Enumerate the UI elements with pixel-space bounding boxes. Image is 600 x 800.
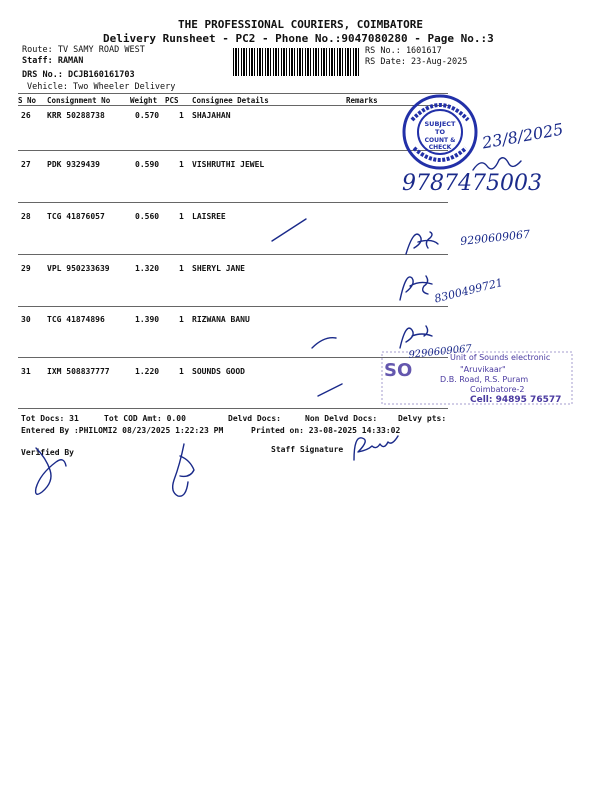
svg-text:9787475003: 9787475003 [402,171,542,196]
row-pcs: 1 [179,212,184,221]
row-sno: 27 [21,160,31,169]
svg-text:9290609067: 9290609067 [407,343,473,361]
staff-label: Staff: RAMAN [22,56,84,66]
row-consignee: SHAJAHAN [192,111,231,120]
row-weight: 0.570 [135,111,160,120]
row-weight: 1.320 [135,264,160,273]
tot-docs: Tot Docs: 31 [21,414,79,423]
svg-text:Coimbatore-2: Coimbatore-2 [470,385,525,394]
row-divider [18,150,448,151]
row-sno: 30 [21,315,31,324]
col-pcs: PCS [165,96,179,105]
col-remarks: Remarks [346,96,378,105]
svg-text:Cell: 94895 76577: Cell: 94895 76577 [470,395,562,405]
staff-signature-label: Staff Signature [271,445,344,454]
verified-by-label: Verified By [21,448,74,457]
row-divider [18,254,448,255]
drs-barcode [233,48,361,76]
delivery-tick-31 [316,380,346,400]
row-sno: 31 [21,367,31,376]
col-consignee: Consignee Details [192,96,269,105]
svg-text:TO: TO [435,128,445,136]
row-consignee: RIZWANA BANU [192,315,250,324]
delvy-pts: Delvy pts: [398,414,447,423]
tot-cod-amt: Tot COD Amt: 0.00 [104,414,186,423]
row-consignee: SOUNDS GOOD [192,367,245,376]
runsheet-subtitle: Delivery Runsheet - PC2 - Phone No.:9047080280 - Page No.:3 [103,32,494,45]
entered-by: Entered By :PHILOMI2 08/23/2025 1:22:23 PM [21,426,224,435]
svg-text:SUBJECT: SUBJECT [424,120,456,128]
header-top-rule [18,93,448,94]
row-consignee: LAISREE [192,212,226,221]
printed-on: Printed on: 23-08-2025 14:33:02 [251,426,401,435]
handwritten-signature-28 [400,222,460,262]
svg-text:9290609067: 9290609067 [459,227,531,248]
sounds-good-stamp [380,348,580,408]
svg-text:CHECK: CHECK [428,144,452,151]
row-consignment: KRR 50288738 [47,111,105,120]
drs-label: DRS No.: DCJB160161703 [22,70,135,80]
row-pcs: 1 [179,315,184,324]
header-bottom-rule [18,105,448,106]
row-consignment: PDK 9329439 [47,160,100,169]
row-sno: 28 [21,212,31,221]
row-pcs: 1 [179,367,184,376]
row-consignment: TCG 41876057 [47,212,105,221]
delvd-docs: Delvd Docs: [228,414,281,423]
row-sno: 26 [21,111,31,120]
row-weight: 0.590 [135,160,160,169]
row-consignee: VISHRUTHI JEWEL [192,160,265,169]
vehicle-label: Vehicle: Two Wheeler Delivery [27,82,176,92]
verified-signature [30,440,80,500]
svg-text:Unit of Sounds electronic: Unit of Sounds electronic [450,353,551,362]
svg-text:8300499721: 8300499721 [433,275,505,306]
col-weight: Weight [130,96,158,105]
svg-text:SO: SO [384,360,413,381]
subject-to-count-stamp [400,92,480,172]
row-weight: 1.220 [135,367,160,376]
col-sno: S No [18,96,37,105]
row-sno: 29 [21,264,31,273]
svg-text:"Aruvikaar": "Aruvikaar" [460,365,506,374]
row-pcs: 1 [179,160,184,169]
delivery-tick-28 [270,215,310,245]
delivery-tick-30 [310,332,340,352]
row-consignment: IXM 508837777 [47,367,110,376]
row-pcs: 1 [179,111,184,120]
col-consignment: Consignment No [47,96,111,105]
row-divider [18,202,448,203]
handwritten-phone-28 [458,222,568,252]
non-delvd-docs: Non Delvd Docs: [305,414,378,423]
svg-text:D.B. Road, R.S. Puram: D.B. Road, R.S. Puram [440,375,529,384]
row-pcs: 1 [179,264,184,273]
staff-signature-scrawl [348,428,418,468]
row-weight: 1.390 [135,315,160,324]
svg-text:23/8/2025: 23/8/2025 [480,119,565,153]
row-divider [18,306,448,307]
rs-date-label: RS Date: 23-Aug-2025 [365,57,468,67]
handwritten-phone-27 [400,162,560,202]
route-label: Route: TV SAMY ROAD WEST [22,45,145,55]
staff-initials-signature [160,440,210,500]
row-consignment: VPL 950233639 [47,264,110,273]
row-weight: 0.560 [135,212,160,221]
handwritten-phone-29 [430,262,550,306]
company-title: THE PROFESSIONAL COURIERS, COIMBATORE [178,18,424,31]
row-consignee: SHERYL JANE [192,264,245,273]
svg-text:COUNT &: COUNT & [424,137,456,144]
rs-no-label: RS No.: 1601617 [365,46,442,56]
row-divider [18,408,448,409]
row-consignment: TCG 41874896 [47,315,105,324]
